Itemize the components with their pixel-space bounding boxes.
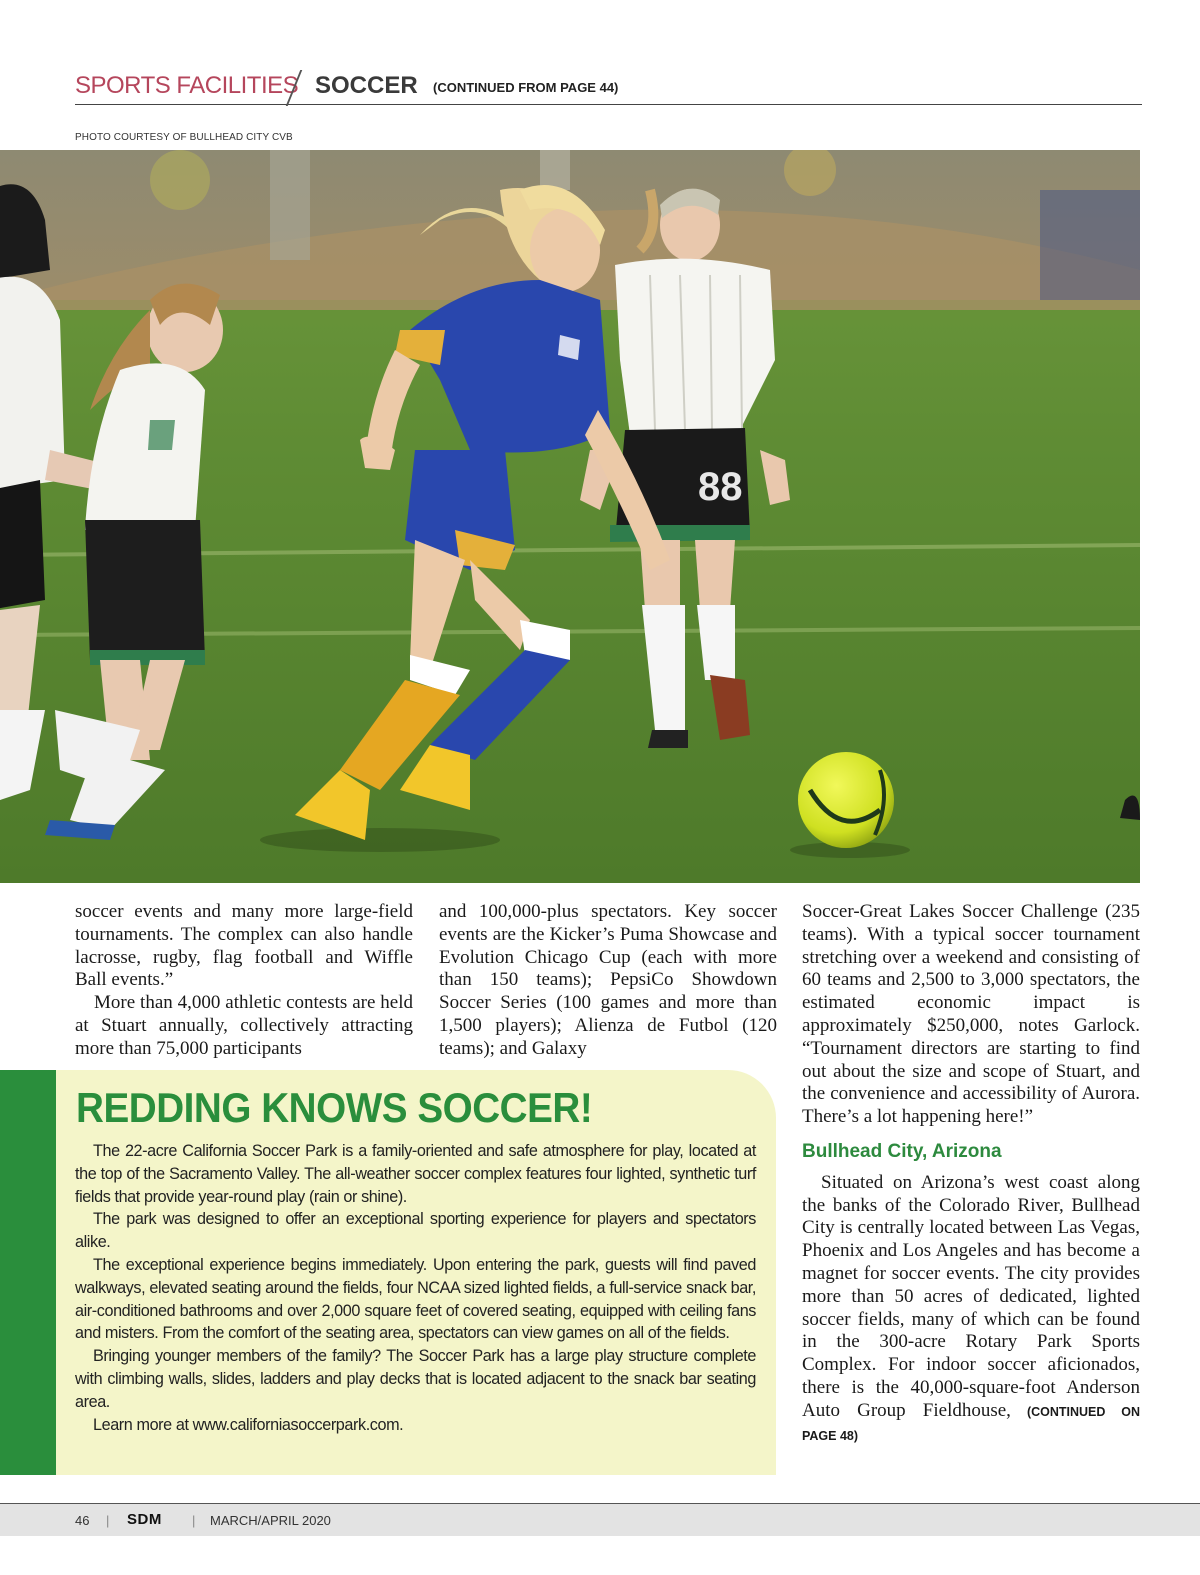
sidebar-accent-bar [0,1070,56,1475]
photo-credit: PHOTO COURTESY OF BULLHEAD CITY CVB [75,132,293,143]
paragraph [802,1172,1140,1448]
paragraph: Soccer-Great Lakes Soccer Challenge (235 teams). With a typical soccer tournament stretching over a weekend and consisting of 60 teams and 2,500 to 3,000 spectators, the estimated economic impact is approximately $250,000, notes Garlock. “Tournament directors are starting to find out about the size and scope of Stuart, and the convenience and accessibility of Aurora. There’s a lot happening here!” [802,901,1140,1128]
sdm-logo: SDM [127,1511,162,1528]
page-footer [0,1503,1200,1536]
paragraph: and 100,000-plus spectators. Key soccer events are the Kicker’s Puma Showcase and Evolution Chicago Cup (each with more than 150 teams); PepsiCo Showdown Soccer Series (100 games and more than 1,500 players); Alienza de Futbol (120 teams); and Galaxy [439,901,777,1059]
continued-from-note: (CONTINUED FROM PAGE 44) [433,80,619,95]
soccer-ball [798,752,894,848]
sidebar-paragraph: The 22-acre California Soccer Park is a family-oriented and safe atmosphere for play, located at the top of the Sacramento Valley. The all-weather soccer complex features four lighted, synthetic turf fields that provide year-round play (rain or shine). [75,1142,756,1206]
paragraph: soccer events and many more large-field tournaments. The complex can also handle lacrosse, rugby, flag football and Wiffle Ball events.” [75,901,413,991]
jersey-number: 88 [698,465,743,509]
article-column-2 [439,901,777,1061]
sidebar-body [75,1140,756,1436]
continued-on-note: (CONTINUED ON PAGE 48) [802,1404,1140,1443]
footer-separator: | [192,1513,196,1528]
topic-label: SOCCER [315,72,418,99]
issue-date: MARCH/APRIL 2020 [210,1513,331,1528]
paragraph: More than 4,000 athletic contests are held at Stuart annually, collectively attracting more than 75,000 participants [75,992,413,1059]
sidebar-paragraph: Bringing younger members of the family? The Soccer Park has a large play structure complete with climbing walls, slides, ladders and play decks that is located adjacent to the snack bar seating area. [75,1347,756,1411]
soccer-photo [0,150,1140,883]
sidebar-box [56,1070,776,1475]
article-column-3 [802,901,1140,1447]
sidebar-link-paragraph: Learn more at www.californiasoccerpark.com. [93,1415,404,1434]
paragraph-text: Situated on Arizona’s west coast along the banks of the Colorado River, Bullhead City is centrally located between Las Vegas, Phoenix and Los Angeles and has become a magnet for soccer events. The city provides more than 50 acres of dedicated, lighted soccer fields, many of which can be found in the 300-acre Rotary Park Sports Complex. For indoor soccer aficionados, there is the 40,000-square-foot Anderson Auto Group Fieldhouse, [802,1171,1140,1421]
subheading-bullhead-city: Bullhead City, Arizona [802,1140,1002,1162]
sidebar-paragraph: The exceptional experience begins immediately. Upon entering the park, guests will find paved walkways, elevated seating around the fields, four NCAA sized lighted fields, a full-service snack bar, air-conditioned bathrooms and over 2,000 square feet of covered seating, equipped with ceiling fans and misters. From the comfort of the seating area, spectators can view games on all of the fields. [75,1255,756,1343]
sidebar-paragraph: The park was designed to offer an exceptional sporting experience for players and spectators alike. [75,1210,756,1252]
footer-separator: | [106,1513,110,1528]
section-label: SPORTS FACILITIES [75,72,299,99]
page-number: 46 [75,1513,90,1528]
page-header [75,70,1142,105]
article-column-1 [75,901,413,1061]
sidebar-title: REDDING KNOWS SOCCER! [76,1084,593,1131]
